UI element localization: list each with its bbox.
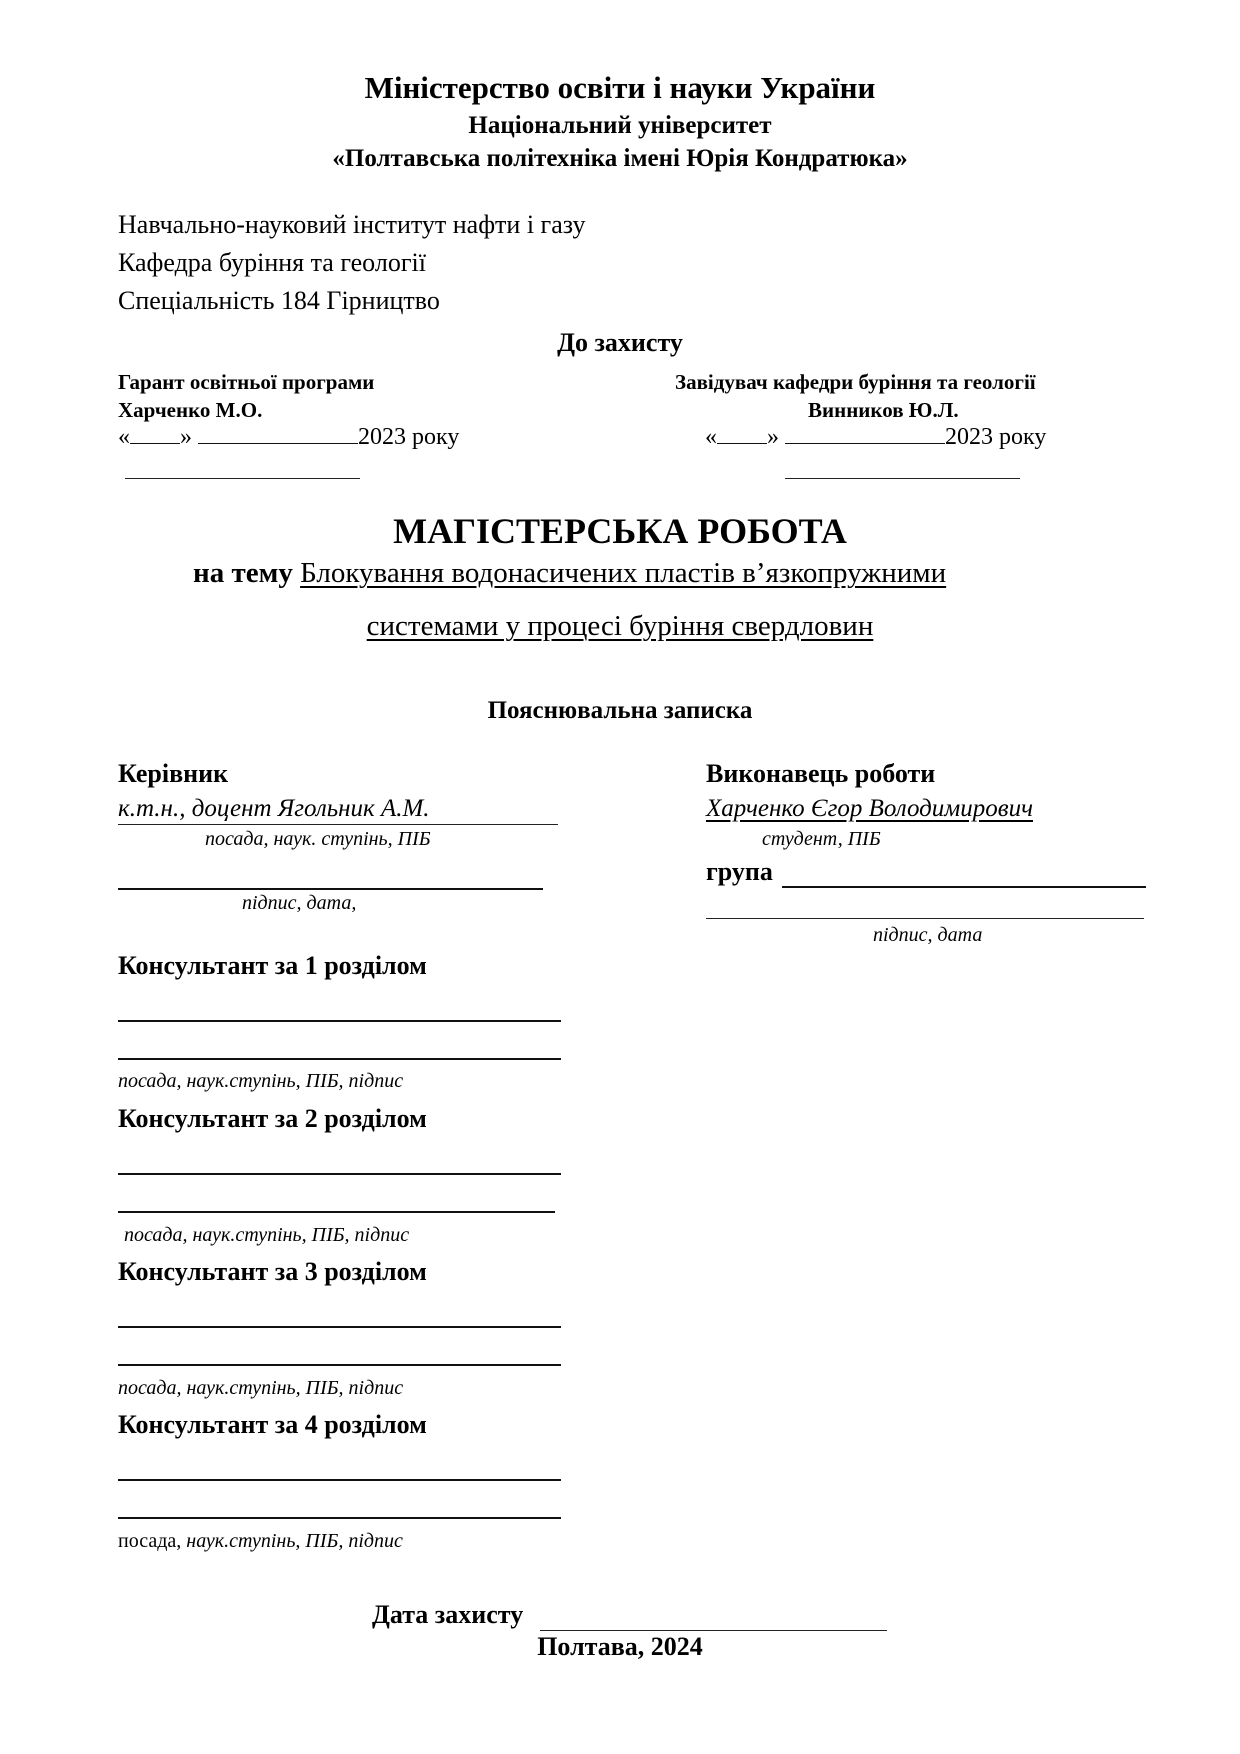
consultant-4-line-2[interactable] [118,1517,561,1519]
date-close-quote: » [767,424,779,450]
topic-text-2: системами у процесі буріння свердловин [366,610,874,642]
approval-heading: До захисту [557,328,683,357]
defense-date-label: Дата захисту [372,1600,524,1629]
ministry-heading: Міністерство освіти і науки України [364,70,876,105]
consultant-3-heading: Консультант за 3 розділом [118,1257,427,1286]
topic-line-2 [0,610,1240,643]
institute-name: Навчально-науковий інститут нафти і газу [118,210,586,239]
supervisor-sign-caption: підпис, дата, [242,892,357,914]
department-name: Кафедра буріння та геології [118,248,426,277]
specialty-name: Спеціальність 184 Гірництво [118,286,440,315]
day-blank[interactable] [717,425,767,444]
date-open-quote: « [705,424,717,450]
defense-date-line[interactable] [540,1630,887,1631]
student-sign-caption: підпис, дата [873,924,983,946]
document-type-title: МАГІСТЕРСЬКА РОБОТА [393,511,847,551]
consultant-4-heading: Консультант за 4 розділом [118,1410,427,1439]
year-text: 2023 року [358,424,460,450]
university-name-line2: «Полтавська політехніка імені Юрія Кондратюка» [332,145,908,172]
explanatory-note-title: Пояснювальна записка [487,697,753,724]
caption-italic-part: наук.ступінь, ПІБ, підпис [181,1530,403,1552]
head-of-department-role: Завідувач кафедри буріння та геології [675,370,1036,394]
consultant-4-line-1[interactable] [118,1479,561,1481]
head-of-department-name: Винников Ю.Л. [808,398,959,422]
guarantor-date-line [118,424,459,451]
month-blank[interactable] [785,425,945,444]
consultant-1-line-2[interactable] [118,1058,561,1060]
consultant-3-line-2[interactable] [118,1364,561,1366]
university-name-line1: Національний університет [468,112,772,139]
supervisor-heading: Керівник [118,759,229,788]
student-caption: студент, ПІБ [762,828,881,850]
year-text: 2023 року [945,424,1047,450]
student-signature-line[interactable] [706,918,1144,919]
guarantor-role: Гарант освітньої програми [118,370,375,394]
student-heading: Виконавець роботи [706,759,936,788]
head-date-line [705,424,1046,451]
month-blank[interactable] [198,425,358,444]
topic-text-1: Блокування водонасичених пластів в’язкопружними [300,557,947,589]
date-close-quote: » [180,424,192,450]
group-label: група [706,857,773,886]
supervisor-signature-line[interactable] [118,888,543,890]
consultant-4-caption [118,1530,403,1553]
head-signature-line[interactable] [785,478,1020,479]
supervisor-value: к.т.н., доцент Ягольник А.М. [118,795,430,822]
consultant-3-line-1[interactable] [118,1326,561,1328]
student-value: Харченко Єгор Володимирович [706,795,1033,822]
topic-label: на тему [193,557,293,589]
consultant-1-line-1[interactable] [118,1020,561,1022]
date-open-quote: « [118,424,130,450]
consultant-3-caption: посада, наук.ступінь, ПІБ, підпис [118,1377,404,1399]
consultant-2-caption: посада, наук.ступінь, ПІБ, підпис [124,1224,410,1246]
guarantor-signature-line[interactable] [125,478,360,479]
student-group-row [706,857,773,887]
caption-plain-part: посада, [118,1530,182,1552]
group-input-line[interactable] [782,886,1146,888]
consultant-2-heading: Консультант за 2 розділом [118,1104,427,1133]
topic-line-1 [193,557,946,590]
day-blank[interactable] [130,425,180,444]
consultant-1-heading: Консультант за 1 розділом [118,951,427,980]
guarantor-name: Харченко М.О. [118,398,263,422]
supervisor-caption: посада, наук. ступінь, ПІБ [205,828,431,850]
consultant-2-line-2[interactable] [118,1211,555,1213]
city-year: Полтава, 2024 [537,1632,703,1661]
consultant-2-line-1[interactable] [118,1173,561,1175]
consultant-1-caption: посада, наук.ступінь, ПІБ, підпис [118,1070,404,1092]
supervisor-underline [118,824,558,825]
